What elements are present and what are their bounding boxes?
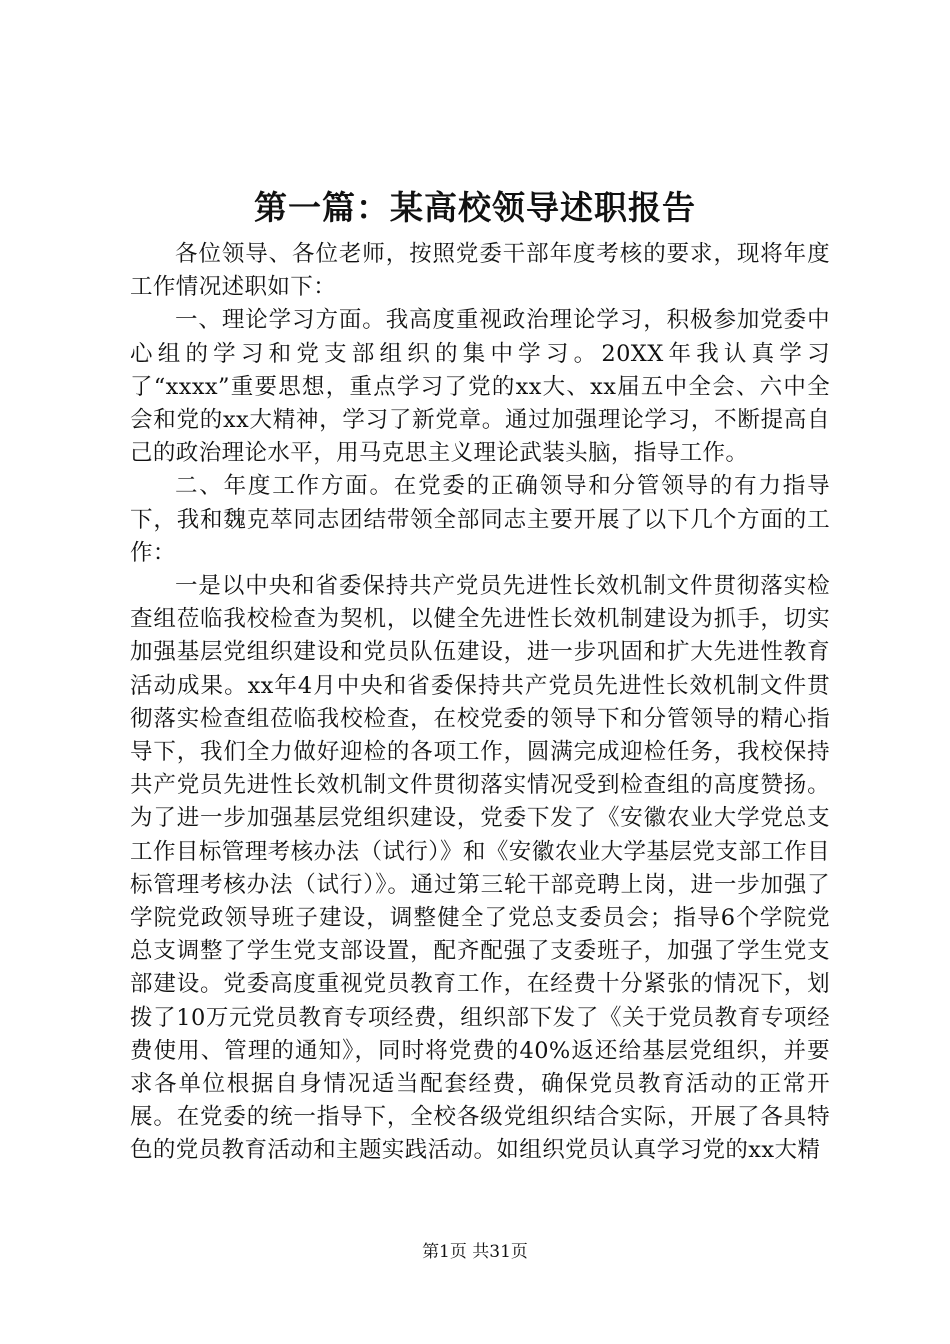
paragraph-theory-study: 一、理论学习方面。我高度重视政治理论学习，积极参加党委中心组的学习和党支部组织的集中学习。20XX年我认真学习了“xxxx”重要思想，重点学习了党的xx大、xx届五中全会、六中全会和党的xx大精神，学习了新党章。通过加强理论学习，不断提高自己的政治理论水平，用马克思主义理论武装头脑，指导工作。 (130, 307, 830, 467)
page-footer: 第1页 共31页 (422, 1242, 528, 1262)
document-body (130, 238, 830, 1168)
paragraph-work-item-one: 一是以中央和省委保持共产党员先进性长效机制文件贯彻落实检查组莅临我校检查为契机，以健全先进性长效机制建设为抓手，切实加强基层党组织建设和党员队伍建设，进一步巩固和扩大先进性教育活动成果。xx年4月中央和省委保持共产党员先进性长效机制文件贯彻落实检查组莅临我校检查，在校党委的领导下和分管领导的精心指导下，我们全力做好迎检的各项工作，圆满完成迎检任务，我校保持共产党员先进性长效机制文件贯彻落实情况受到检查组的高度赞扬。为了进一步加强基层党组织建设，党委下发了《安徽农业大学党总支工作目标管理考核办法（试行）》和《安徽农业大学基层党支部工作目标管理考核办法（试行）》。通过第三轮干部竞聘上岗，进一步加强了学院党政领导班子建设，调整健全了党总支委员会；指导6个学院党总支调整了学生党支部设置，配齐配强了支委班子，加强了学生党支部建设。党委高度重视党员教育工作，在经费十分紧张的情况下，划拨了10万元党员教育专项经费，组织部下发了《关于党员教育专项经费使用、管理的通知》，同时将党费的40%返还给基层党组织，并要求各单位根据自身情况适当配套经费，确保党员教育活动的正常开展。在党委的统一指导下，全校各级党组织结合实际，开展了各具特色的党员教育活动和主题实践活动。如组织党员认真学习党的xx大精 (130, 573, 830, 1164)
paragraph-greeting: 各位领导、各位老师，按照党委干部年度考核的要求，现将年度工作情况述职如下： (130, 241, 830, 301)
paragraph-annual-work: 二、年度工作方面。在党委的正确领导和分管领导的有力指导下，我和魏克萃同志团结带领全部同志主要开展了以下几个方面的工作： (130, 473, 830, 566)
document-title: 第一篇：某高校领导述职报告 (254, 188, 696, 227)
